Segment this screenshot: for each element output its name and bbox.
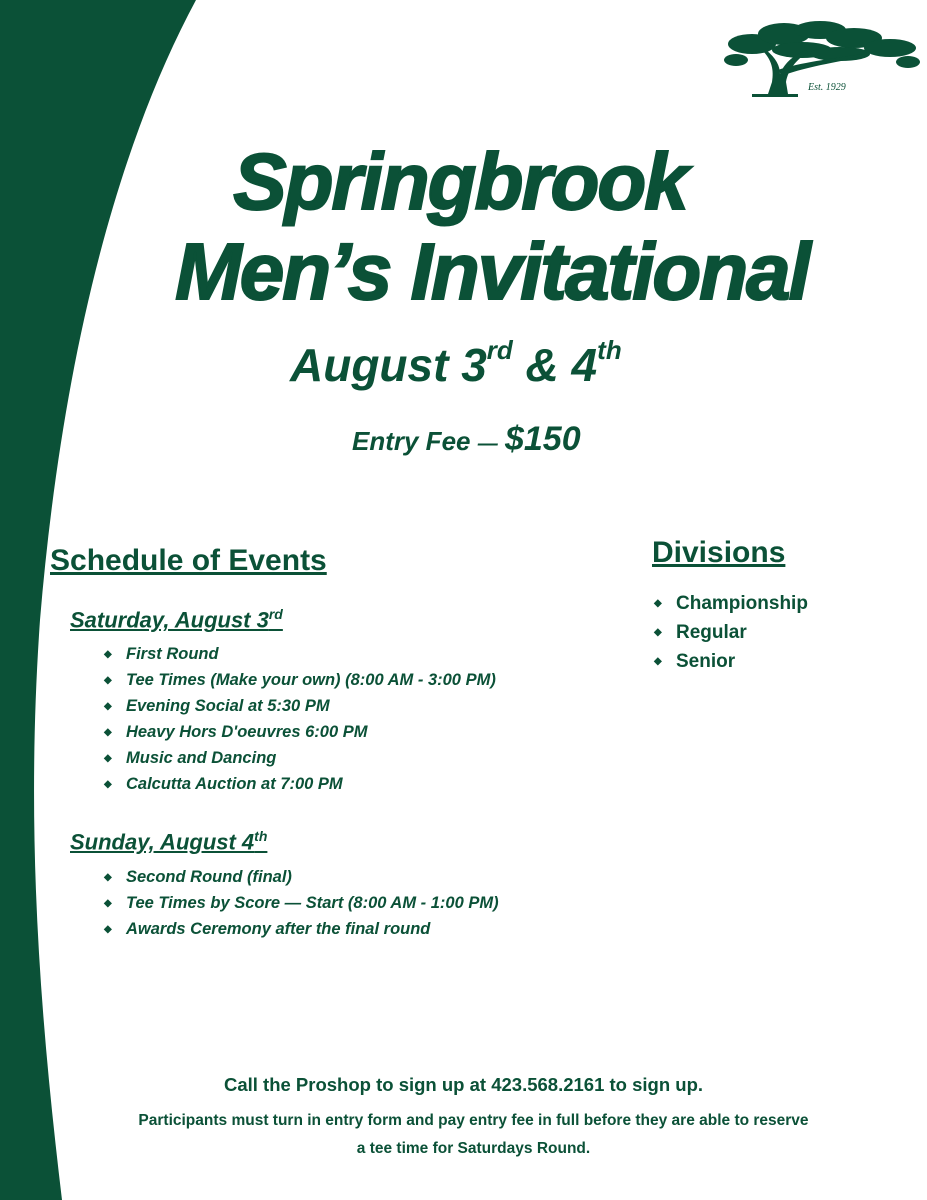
divisions-heading: Divisions — [652, 536, 786, 569]
entry-fee-amount: $150 — [504, 420, 581, 458]
diamond-bullet-icon: ◆ — [104, 648, 112, 660]
entry-fee-label: Entry Fee — [352, 426, 471, 456]
list-item: ◆ Regular — [654, 618, 808, 647]
divisions-list — [654, 589, 808, 676]
title-line-1: Springbrook — [233, 137, 687, 226]
diamond-bullet-icon: ◆ — [104, 923, 112, 935]
diamond-bullet-icon: ◆ — [104, 897, 112, 909]
list-item: ◆ Heavy Hors D'oeuvres 6:00 PM — [104, 719, 496, 745]
list-item: ◆ Senior — [654, 647, 808, 676]
list-item: ◆ Second Round (final) — [104, 864, 499, 890]
list-item: ◆ Tee Times by Score — Start (8:00 AM - 1:00 PM) — [104, 890, 499, 916]
entry-fee-dash: — — [477, 433, 498, 455]
diamond-bullet-icon: ◆ — [654, 627, 662, 639]
diamond-bullet-icon: ◆ — [104, 871, 112, 883]
sunday-heading: Sunday, August 4th — [70, 828, 268, 855]
entry-requirements-note: Participants must turn in entry form and pay entry fee in full before they are able to reserve a tee time for Saturdays Round. — [138, 1112, 809, 1157]
diamond-bullet-icon: ◆ — [654, 656, 662, 668]
saturday-heading: Saturday, August 3rd — [70, 606, 283, 633]
diamond-bullet-icon: ◆ — [104, 726, 112, 738]
list-item: ◆ Tee Times (Make your own) (8:00 AM - 3:00 PM) — [104, 667, 496, 693]
list-item: ◆ First Round — [104, 641, 496, 667]
event-dates: August 3rd & 4th — [290, 334, 622, 391]
list-item: ◆ Calcutta Auction at 7:00 PM — [104, 771, 496, 797]
entry-fee — [352, 420, 581, 459]
schedule-heading: Schedule of Events — [50, 544, 327, 577]
established-year: Est. 1929 — [808, 82, 846, 93]
diamond-bullet-icon: ◆ — [104, 752, 112, 764]
list-item: ◆ Music and Dancing — [104, 745, 496, 771]
list-item: ◆ Championship — [654, 589, 808, 618]
signup-call-to-action: Call the Proshop to sign up at 423.568.2161 to sign up. — [223, 1074, 704, 1095]
title-line-2: Men’s Invitational — [175, 227, 809, 316]
diamond-bullet-icon: ◆ — [104, 778, 112, 790]
diamond-bullet-icon: ◆ — [654, 598, 662, 610]
diamond-bullet-icon: ◆ — [104, 700, 112, 712]
list-item: ◆ Evening Social at 5:30 PM — [104, 693, 496, 719]
sunday-events-list — [104, 864, 499, 942]
saturday-events-list — [104, 641, 496, 797]
list-item: ◆ Awards Ceremony after the final round — [104, 916, 499, 942]
diamond-bullet-icon: ◆ — [104, 674, 112, 686]
